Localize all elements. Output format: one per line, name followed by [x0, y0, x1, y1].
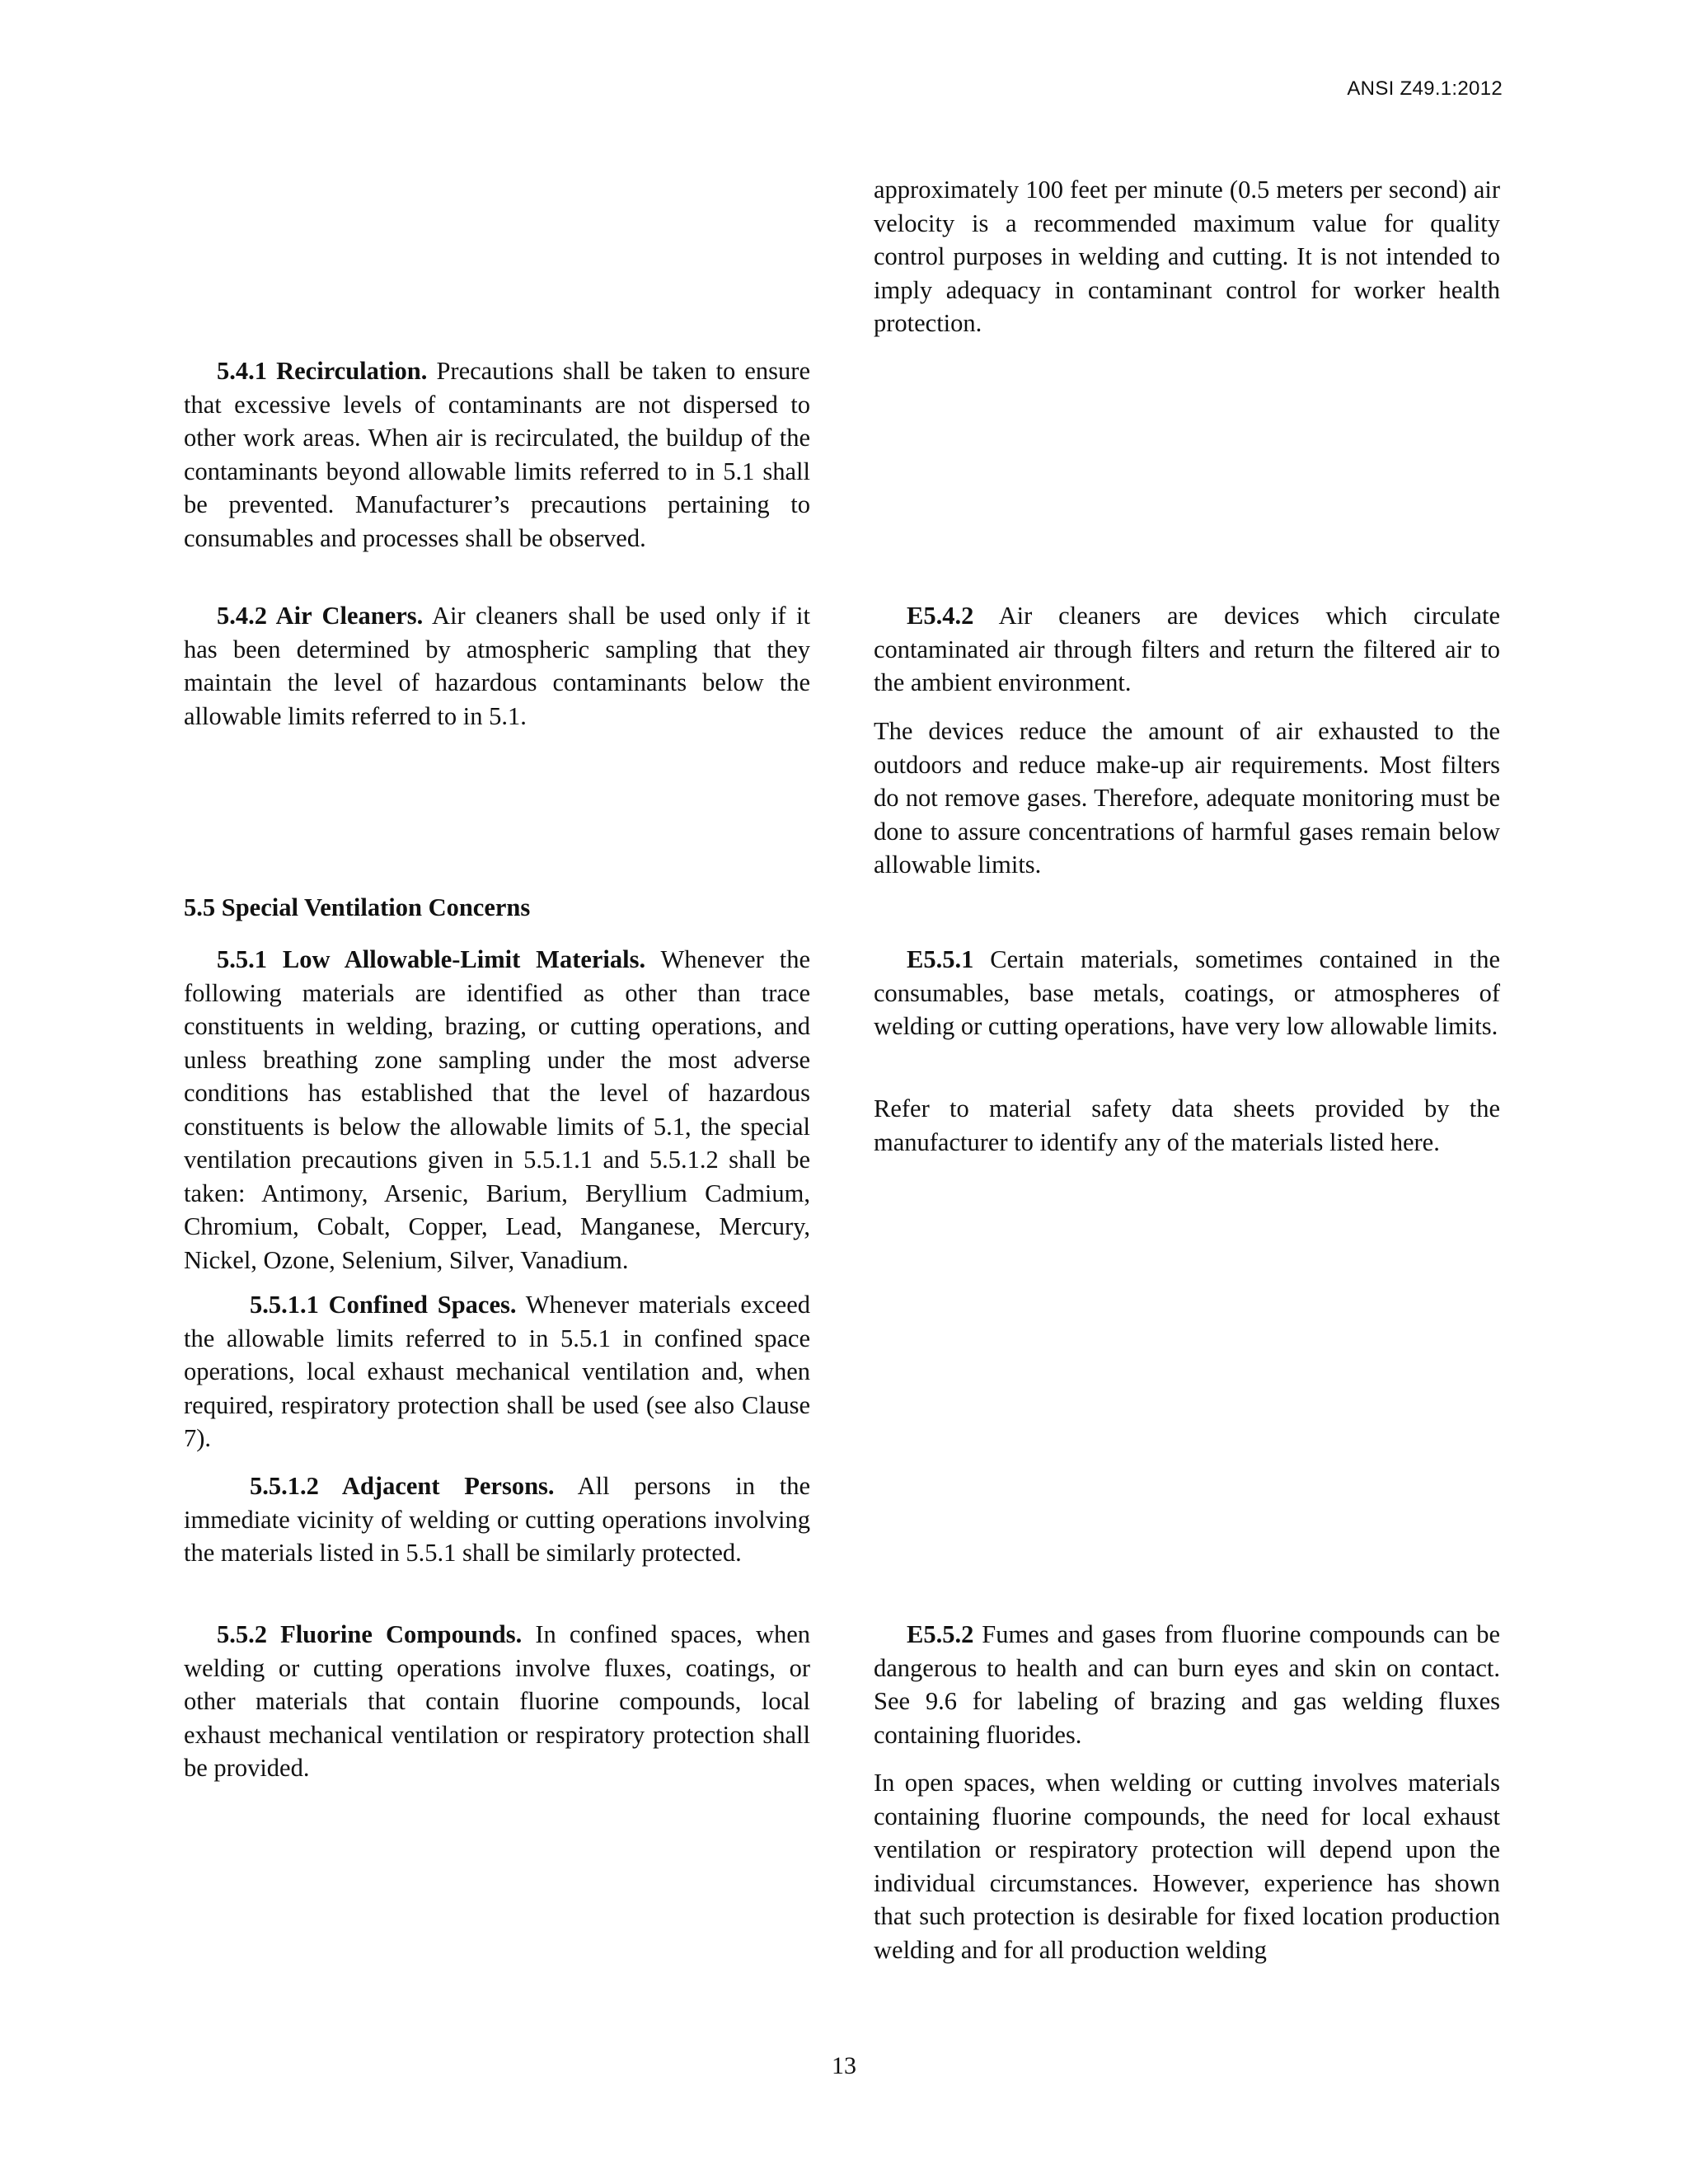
explanation-e5-5-1-para2: Refer to material safety data sheets provided by the manufacturer to identify any of the materials listed here.	[874, 1094, 1500, 1156]
explanation-e5-5-2	[874, 1618, 1500, 1751]
section-text: Whenever the following materials are identified as other than trace constituents in welding, brazing, or cutting operations, and unless breathing zone sampling under the most adverse conditions has established that the level of hazardous constituents is below the allowable limits of 5.1, the special ventilation precautions given in 5.5.1.1 and 5.5.1.2 shall be taken: Antimony, Arsenic, Barium, Beryllium Cadmium, Chromium, Cobalt, Copper, Lead, Manganese, Mercury, Nickel, Ozone, Selenium, Silver, Vanadium.	[184, 945, 810, 1274]
page-number: 13	[832, 2052, 856, 2079]
section-5-4-2	[184, 599, 810, 733]
section-text: Whenever materials exceed the allowable limits referred to in 5.5.1 in confined space operations, local exhaust mechanical ventilation and, when required, respiratory protection shall be used (see also Clause 7).	[184, 1291, 810, 1452]
section-label: 5.4.1 Recirculation.	[217, 357, 428, 385]
section-text: In confined spaces, when welding or cutting operations involve fluxes, coatings, or other materials that contain fluorine compounds, local exhaust mechanical ventilation or respiratory protection shall be provided.	[184, 1620, 811, 1782]
section-label: 5.5.1.2 Adjacent Persons.	[250, 1472, 555, 1500]
section-text: Air cleaners shall be used only if it has been determined by atmospheric sampling that they maintain the level of hazardous contaminants below the allowable limits referred to in 5.1.	[184, 602, 810, 730]
section-5-5-1-2	[184, 1469, 810, 1570]
section-5-5-1	[184, 943, 810, 1277]
running-header: ANSI Z49.1:2012	[1347, 77, 1503, 100]
explanation-label: E5.4.2	[907, 602, 974, 630]
explanation-e5-4-2	[874, 599, 1500, 700]
explanation-text: Certain materials, sometimes contained in the consumables, base metals, coatings, or atmospheres of welding or cutting operations, have very low allowable limits.	[874, 945, 1500, 1040]
section-label: 5.5.1.1 Confined Spaces.	[250, 1291, 517, 1319]
section-label: 5.5.2 Fluorine Compounds.	[217, 1620, 523, 1648]
section-heading-5-5: 5.5 Special Ventilation Concerns	[184, 893, 531, 921]
explanation-e5-4-2-para2: The devices reduce the amount of air exhausted to the outdoors and reduce make-up air requirements. Most filters do not remove gases. Therefore, adequate monitoring must be done to assure concentrations of harmful gases remain below allowable limits.	[874, 717, 1500, 879]
section-text: Precautions shall be taken to ensure that excessive levels of contaminants are not dispersed to other work areas. When air is recirculated, the buildup of the contaminants beyond allowable limits referred to in 5.1 shall be prevented. Manufacturer’s precautions pertaining to consumables and processes shall be observed.	[184, 357, 810, 552]
section-5-5-1-1	[184, 1288, 810, 1455]
explanation-label: E5.5.2	[907, 1620, 974, 1648]
section-label: 5.4.2 Air Cleaners.	[217, 602, 424, 630]
continuation-paragraph: approximately 100 feet per minute (0.5 meters per second) air velocity is a recommended maximum value for quality control purposes in welding and cutting. It is not intended to imply adequacy in contaminant control for worker health protection.	[874, 176, 1500, 337]
explanation-e5-5-2-para2: In open spaces, when welding or cutting involves materials containing fluorine compounds, the need for local exhaust ventilation or respiratory protection will depend upon the individual circumstances. However, experience has shown that such protection is desirable for fixed location production welding and for all production welding	[874, 1769, 1500, 1964]
explanation-text: Fumes and gases from fluorine compounds can be dangerous to health and can burn eyes and skin on contact. See 9.6 for labeling of brazing and gas welding fluxes containing fluorides.	[874, 1620, 1500, 1749]
section-5-4-1	[184, 354, 810, 555]
explanation-label: E5.5.1	[907, 945, 974, 973]
explanation-e5-5-1	[874, 943, 1500, 1043]
explanation-text: Air cleaners are devices which circulate contaminated air through filters and return the filtered air to the ambient environment.	[874, 602, 1500, 696]
section-5-5-2	[184, 1618, 810, 1785]
section-label: 5.5.1 Low Allowable-Limit Materials.	[217, 945, 646, 973]
section-text: All persons in the immediate vicinity of welding or cutting operations involving the materials listed in 5.5.1 shall be similarly protected.	[184, 1472, 810, 1567]
